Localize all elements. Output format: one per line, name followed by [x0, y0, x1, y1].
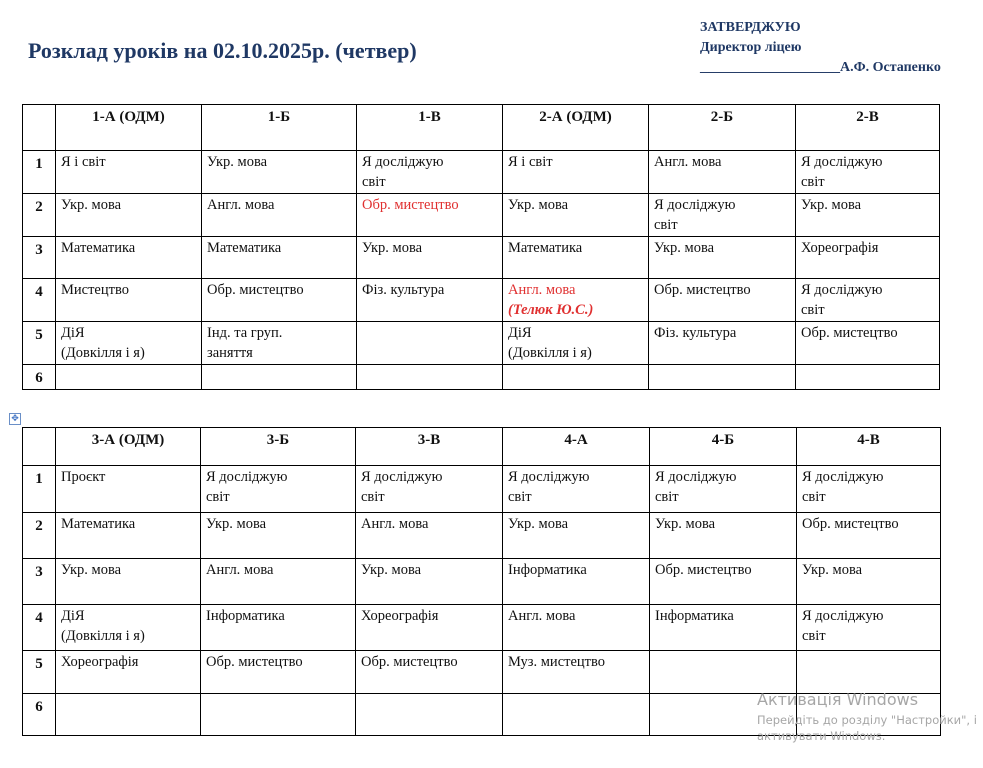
lesson-cell — [649, 151, 796, 194]
lesson-row — [23, 237, 940, 279]
lesson-subject: світ — [206, 489, 230, 505]
schedule-table-grades-1-2 — [22, 104, 940, 390]
lesson-subject: світ — [654, 217, 678, 233]
lesson-subject: світ — [802, 628, 826, 644]
lesson-subject: Я досліджую — [654, 197, 736, 213]
watermark-text: активувати Windows. — [757, 729, 886, 743]
lesson-cell — [503, 466, 650, 513]
lesson-cell — [56, 651, 201, 694]
lesson-cell — [650, 466, 797, 513]
lesson-subject: світ — [802, 489, 826, 505]
class-header: 1-А (ОДМ) — [56, 105, 202, 151]
page-title: Розклад уроків на 02.10.2025р. (четвер) — [28, 38, 417, 63]
lesson-subject: Укр. мова — [508, 197, 569, 213]
approval-block — [700, 18, 941, 78]
lesson-cell — [797, 605, 941, 651]
lesson-cell — [796, 322, 940, 365]
lesson-row — [23, 605, 941, 651]
lesson-row — [23, 194, 940, 237]
lesson-subject: Укр. мова — [206, 516, 267, 532]
lesson-subject: Обр. мистецтво — [206, 654, 303, 670]
lesson-cell — [649, 322, 796, 365]
lesson-subject: світ — [801, 302, 825, 318]
lesson-row — [23, 559, 941, 605]
approval-heading: ЗАТВЕРДЖУЮ — [700, 20, 801, 35]
lesson-subject: Англ. мова — [206, 562, 274, 578]
lesson-cell — [503, 605, 650, 651]
lesson-cell — [202, 151, 357, 194]
lesson-cell — [56, 237, 202, 279]
lesson-subject: (Телюк Ю.С.) — [508, 302, 594, 318]
lesson-subject: Я досліджую — [801, 282, 883, 298]
lesson-cell — [796, 194, 940, 237]
lesson-subject: світ — [655, 489, 679, 505]
lesson-row — [23, 279, 940, 322]
lesson-subject: Я досліджую — [508, 469, 590, 485]
lesson-subject: Обр. мистецтво — [207, 282, 304, 298]
lesson-subject: Я досліджую — [801, 154, 883, 170]
lesson-cell — [650, 605, 797, 651]
lesson-number: 4 — [23, 605, 56, 651]
lesson-subject: Укр. мова — [207, 154, 268, 170]
lesson-subject: (Довкілля і я) — [61, 628, 145, 644]
lesson-subject: Фіз. культура — [654, 325, 737, 341]
lesson-subject: Обр. мистецтво — [802, 516, 899, 532]
lesson-subject: Обр. мистецтво — [801, 325, 898, 341]
lesson-cell — [357, 194, 503, 237]
lesson-row — [23, 651, 941, 694]
lesson-cell — [503, 322, 649, 365]
lesson-cell — [201, 513, 356, 559]
lesson-subject: Хореографія — [801, 240, 879, 256]
lesson-subject: Я досліджую — [802, 469, 884, 485]
lesson-subject: Англ. мова — [654, 154, 722, 170]
lesson-subject: Укр. мова — [508, 516, 569, 532]
lesson-cell — [202, 194, 357, 237]
lesson-cell — [503, 279, 649, 322]
lesson-subject: Я і світ — [61, 154, 106, 170]
lesson-cell — [797, 466, 941, 513]
lesson-subject: Математика — [61, 516, 136, 532]
class-header: 1-Б — [202, 105, 357, 151]
class-header: 4-А — [503, 428, 650, 466]
lesson-subject: Хореографія — [61, 654, 139, 670]
lesson-subject: Математика — [508, 240, 583, 256]
lesson-cell — [56, 605, 201, 651]
lesson-row — [23, 365, 940, 390]
lesson-cell — [650, 559, 797, 605]
lesson-number: 2 — [23, 194, 56, 237]
lesson-number: 6 — [23, 365, 56, 390]
lesson-cell — [503, 559, 650, 605]
lesson-subject: Інформатика — [655, 608, 734, 624]
lesson-cell — [650, 651, 797, 694]
lesson-subject: Укр. мова — [655, 516, 716, 532]
lesson-row — [23, 151, 940, 194]
class-header: 2-В — [796, 105, 940, 151]
lesson-number: 5 — [23, 651, 56, 694]
lesson-number: 6 — [23, 694, 56, 736]
lesson-cell — [503, 513, 650, 559]
lesson-subject: ДіЯ — [508, 325, 532, 341]
class-header: 1-В — [357, 105, 503, 151]
watermark-text: Перейдіть до розділу "Настройки", і — [757, 713, 977, 727]
lesson-cell — [650, 513, 797, 559]
lesson-subject: Я досліджую — [362, 154, 444, 170]
lesson-cell — [649, 279, 796, 322]
lesson-cell — [56, 694, 201, 736]
lesson-subject: заняття — [207, 345, 253, 361]
lesson-cell — [201, 466, 356, 513]
lesson-cell — [201, 559, 356, 605]
lesson-cell — [356, 694, 503, 736]
lesson-row — [23, 322, 940, 365]
lesson-subject: Укр. мова — [361, 562, 422, 578]
lesson-subject: Мистецтво — [61, 282, 129, 298]
lesson-subject: Я досліджую — [206, 469, 288, 485]
lesson-subject: Укр. мова — [654, 240, 715, 256]
lesson-subject: світ — [508, 489, 532, 505]
lesson-cell — [56, 151, 202, 194]
lesson-cell — [796, 237, 940, 279]
lesson-cell — [201, 605, 356, 651]
lesson-cell — [357, 237, 503, 279]
move-cross-icon[interactable]: ✥ — [9, 413, 21, 425]
lesson-subject: Інформатика — [508, 562, 587, 578]
lesson-cell — [56, 466, 201, 513]
lesson-subject: ДіЯ — [61, 325, 85, 341]
class-header: 2-Б — [649, 105, 796, 151]
lesson-number: 1 — [23, 151, 56, 194]
lesson-subject: Англ. мова — [207, 197, 275, 213]
lesson-cell — [503, 194, 649, 237]
lesson-subject: Укр. мова — [61, 197, 122, 213]
lesson-cell — [796, 279, 940, 322]
lesson-subject: Укр. мова — [61, 562, 122, 578]
class-header: 2-А (ОДМ) — [503, 105, 649, 151]
lesson-cell — [797, 559, 941, 605]
lesson-subject: Інд. та груп. — [207, 325, 283, 341]
lesson-cell — [356, 466, 503, 513]
lesson-cell — [357, 322, 503, 365]
lesson-subject: Англ. мова — [508, 282, 576, 298]
lesson-cell — [649, 365, 796, 390]
lesson-cell — [797, 651, 941, 694]
lesson-cell — [797, 513, 941, 559]
lesson-subject: Укр. мова — [801, 197, 862, 213]
lesson-subject: Обр. мистецтво — [362, 197, 459, 213]
lesson-subject: Я досліджую — [655, 469, 737, 485]
lesson-row — [23, 466, 941, 513]
class-header: 3-Б — [201, 428, 356, 466]
lesson-cell — [357, 279, 503, 322]
lesson-number: 4 — [23, 279, 56, 322]
lesson-subject: Інформатика — [206, 608, 285, 624]
windows-activation-watermark — [757, 690, 977, 743]
lesson-number: 3 — [23, 559, 56, 605]
lesson-subject: Я і світ — [508, 154, 553, 170]
lesson-subject: Англ. мова — [361, 516, 429, 532]
lesson-subject: світ — [801, 174, 825, 190]
lesson-subject: Фіз. культура — [362, 282, 445, 298]
table-header-row — [23, 428, 941, 466]
lesson-subject: Математика — [61, 240, 136, 256]
lesson-cell — [796, 151, 940, 194]
lesson-cell — [356, 513, 503, 559]
lesson-cell — [201, 651, 356, 694]
class-header: 3-А (ОДМ) — [56, 428, 201, 466]
lesson-cell — [356, 559, 503, 605]
lesson-subject: Обр. мистецтво — [361, 654, 458, 670]
class-header: 3-В — [356, 428, 503, 466]
lesson-cell — [356, 651, 503, 694]
lesson-subject: Проєкт — [61, 469, 106, 485]
lesson-cell — [56, 513, 201, 559]
lesson-cell — [202, 322, 357, 365]
lesson-subject: Укр. мова — [362, 240, 423, 256]
lesson-number: 1 — [23, 466, 56, 513]
approval-signature: ____________________А.Ф. Остапенко — [700, 60, 941, 75]
lesson-cell — [56, 322, 202, 365]
table-header-row — [23, 105, 940, 151]
lesson-subject: Обр. мистецтво — [655, 562, 752, 578]
lesson-subject: Хореографія — [361, 608, 439, 624]
lesson-cell — [357, 365, 503, 390]
class-header: 4-Б — [650, 428, 797, 466]
lesson-cell — [202, 237, 357, 279]
lesson-cell — [649, 237, 796, 279]
lesson-cell — [357, 151, 503, 194]
lesson-cell — [503, 237, 649, 279]
lesson-cell — [56, 365, 202, 390]
lesson-cell — [56, 559, 201, 605]
lesson-subject: Я досліджую — [361, 469, 443, 485]
lesson-cell — [202, 365, 357, 390]
lesson-number: 5 — [23, 322, 56, 365]
lesson-cell — [56, 194, 202, 237]
lesson-subject: Англ. мова — [508, 608, 576, 624]
approval-position: Директор ліцею — [700, 40, 802, 55]
lesson-subject: (Довкілля і я) — [61, 345, 145, 361]
lesson-subject: світ — [361, 489, 385, 505]
lesson-cell — [201, 694, 356, 736]
lesson-subject: Математика — [207, 240, 282, 256]
lesson-subject: Муз. мистецтво — [508, 654, 605, 670]
lesson-subject: Обр. мистецтво — [654, 282, 751, 298]
corner-cell — [23, 428, 56, 466]
lesson-cell — [796, 365, 940, 390]
lesson-cell — [56, 279, 202, 322]
lesson-subject: Укр. мова — [802, 562, 863, 578]
lesson-cell — [503, 651, 650, 694]
lesson-cell — [649, 194, 796, 237]
lesson-cell — [503, 151, 649, 194]
corner-cell — [23, 105, 56, 151]
lesson-cell — [503, 365, 649, 390]
lesson-cell — [356, 605, 503, 651]
lesson-subject: ДіЯ — [61, 608, 85, 624]
lesson-row — [23, 513, 941, 559]
lesson-number: 3 — [23, 237, 56, 279]
lesson-subject: Я досліджую — [802, 608, 884, 624]
lesson-subject: (Довкілля і я) — [508, 345, 592, 361]
lesson-cell — [202, 279, 357, 322]
class-header: 4-В — [797, 428, 941, 466]
lesson-cell — [503, 694, 650, 736]
lesson-number: 2 — [23, 513, 56, 559]
watermark-title: Активація Windows — [757, 690, 919, 709]
lesson-subject: світ — [362, 174, 386, 190]
